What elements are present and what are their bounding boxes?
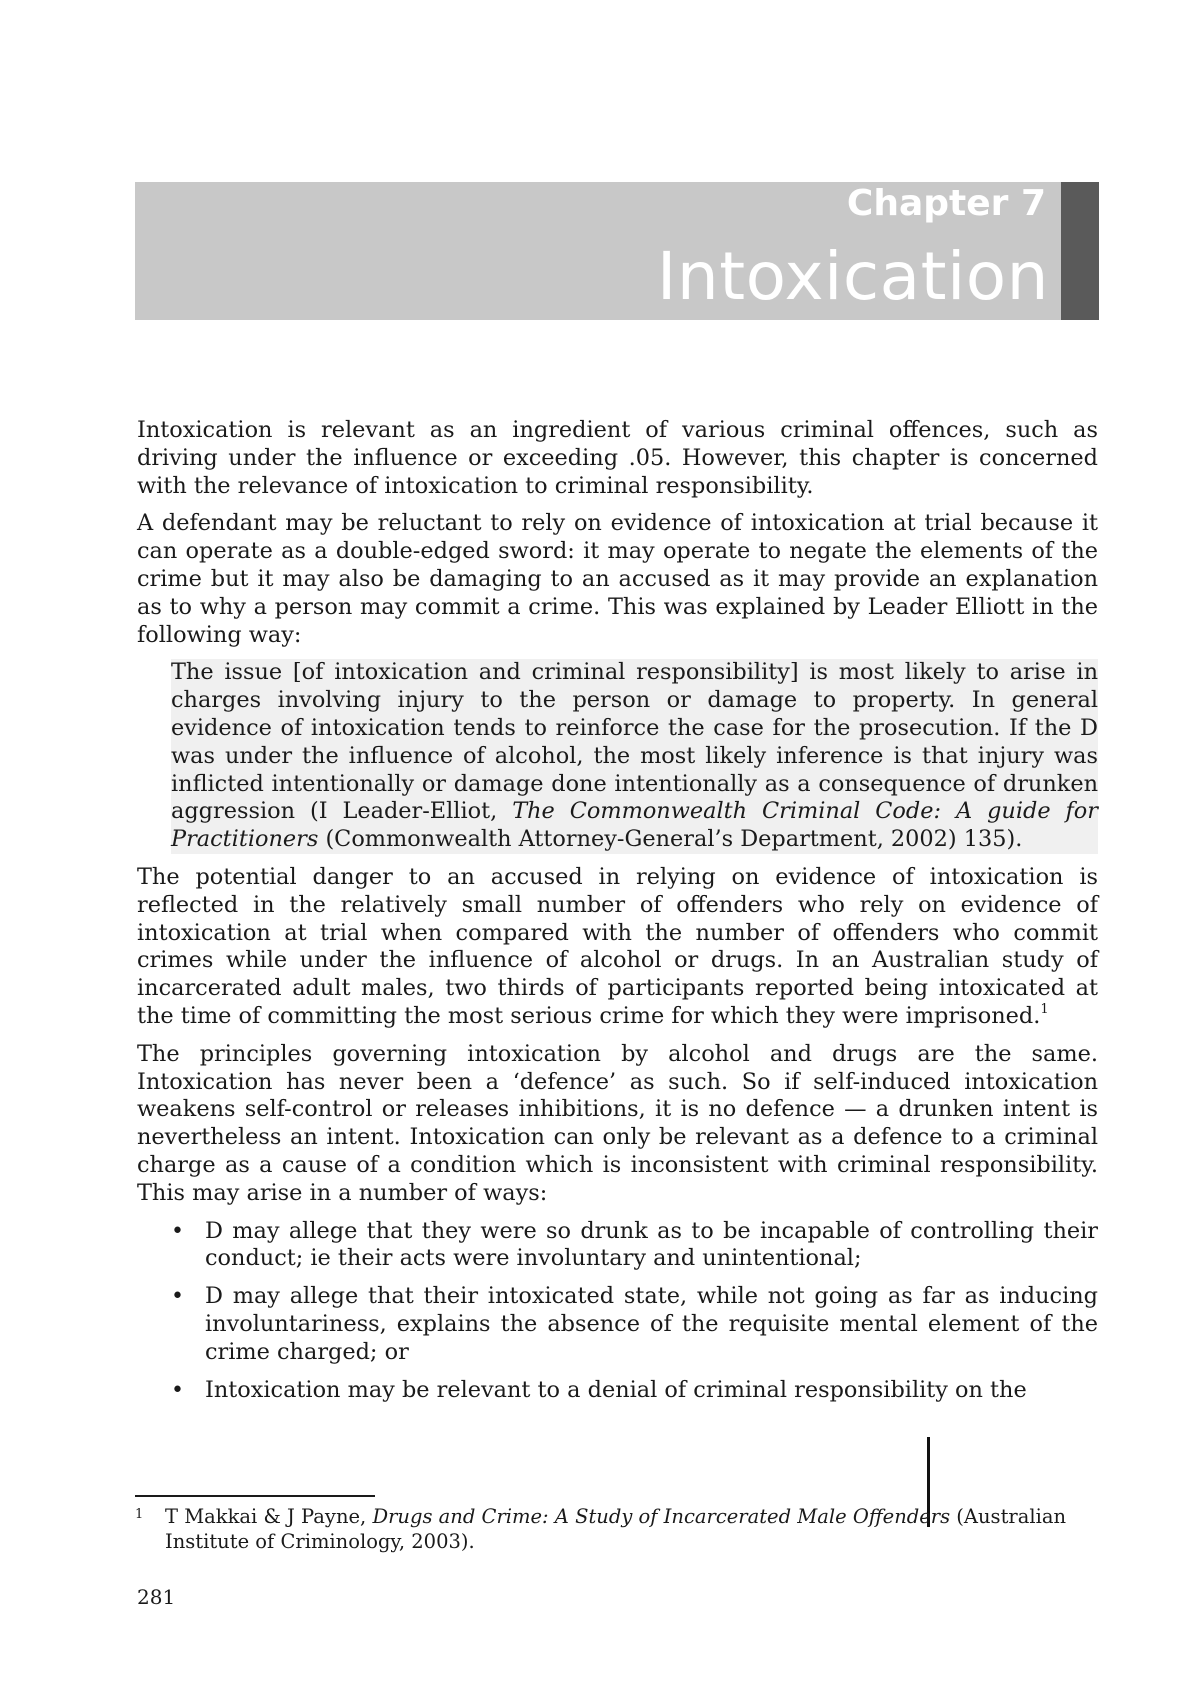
- footnote-divider: [135, 1495, 375, 1497]
- quote-cited-title: The Commonwealth Criminal Code: A guide for Practitioners: [171, 798, 1098, 853]
- quote-citation-tail: (Commonwealth Attorney-General’s Department, 2002) 135).: [318, 826, 1023, 853]
- bullet-icon: •: [171, 1284, 184, 1310]
- chapter-header-tab: [1061, 182, 1099, 320]
- footnote-tail: (Australian Institute of Criminology, 2003).: [165, 1505, 1067, 1553]
- footnote-text: [135, 1504, 1097, 1554]
- page-number: 281: [137, 1585, 176, 1609]
- bullet-icon: •: [171, 1377, 184, 1403]
- chapter-body: [137, 417, 1098, 1414]
- bullet-list: [137, 1218, 1098, 1405]
- list-item: [137, 1283, 1098, 1366]
- footnote: [135, 1504, 1097, 1554]
- paragraph-intro: Intoxication is relevant as an ingredient of various criminal offences, such as driving under the influence or exceeding .05. However, this chapter is concerned with the relevance of intoxication to criminal responsibility.: [137, 417, 1098, 499]
- footnote-ref: 1: [1040, 1001, 1049, 1017]
- footnote-number: 1: [135, 1507, 144, 1522]
- list-item-text: D may allege that they were so drunk as to be incapable of controlling their conduct; ie their acts were involuntary and unintentional;: [205, 1217, 1098, 1272]
- chapter-title: Intoxication: [656, 238, 1049, 315]
- paragraph-potential-danger-text: The potential danger to an accused in relying on evidence of intoxication is reflected in the relatively small number of offenders who rely on evidence of intoxication at trial when compared with the number of offenders who commit crimes while under the influence of alcohol or drugs. In an Australian study of incarcerated adult males, two thirds of participants reported being intoxicated at the time of committing the most serious crime for which they were imprisoned.: [137, 863, 1098, 1029]
- chapter-label: Chapter 7: [846, 183, 1046, 224]
- footnote-title: Drugs and Crime: A Study of Incarcerated Male Offenders: [372, 1505, 951, 1528]
- paragraph-potential-danger: [137, 864, 1098, 1031]
- block-quote: [171, 659, 1098, 854]
- paragraph-double-edged: A defendant may be reluctant to rely on evidence of intoxication at trial because it can operate as a double-edged sword: it may operate to negate the elements of the crime but it may also be damaging to an accused as it may provide an explanation as to why a person may commit a crime. This was explained by Leader Elliott in the following way:: [137, 510, 1098, 648]
- list-item: [137, 1218, 1098, 1274]
- bullet-icon: •: [171, 1218, 184, 1244]
- footnote-lead: T Makkai & J Payne,: [165, 1505, 373, 1528]
- list-item: [137, 1377, 1098, 1405]
- quote-text: The issue [of intoxication and criminal responsibility] is most likely to arise in charges involving injury to the person or damage to property. In general evidence of intoxication tends to reinforce the case for the prosecution. If the D was under the influence of alcohol, the most likely inference is that injury was inflicted intentionally or damage done intentionally as a consequence of drunken aggression (I Leader-Elliot,: [171, 659, 1098, 825]
- paragraph-principles: The principles governing intoxication by alcohol and drugs are the same. Intoxication has never been a ‘defence’ as such. So if self-induced intoxication weakens self-control or releases inhibitions, it is no defence — a drunken intent is nevertheless an intent. Intoxication can only be relevant as a defence to a criminal charge as a cause of a condition which is inconsistent with criminal responsibility. This may arise in a number of ways:: [137, 1040, 1098, 1206]
- list-item-text: Intoxication may be relevant to a denial of criminal responsibility on the: [205, 1376, 1027, 1403]
- list-item-text: D may allege that their intoxicated state, while not going as far as inducing involuntariness, explains the absence of the requisite mental element of the crime charged; or: [205, 1283, 1098, 1365]
